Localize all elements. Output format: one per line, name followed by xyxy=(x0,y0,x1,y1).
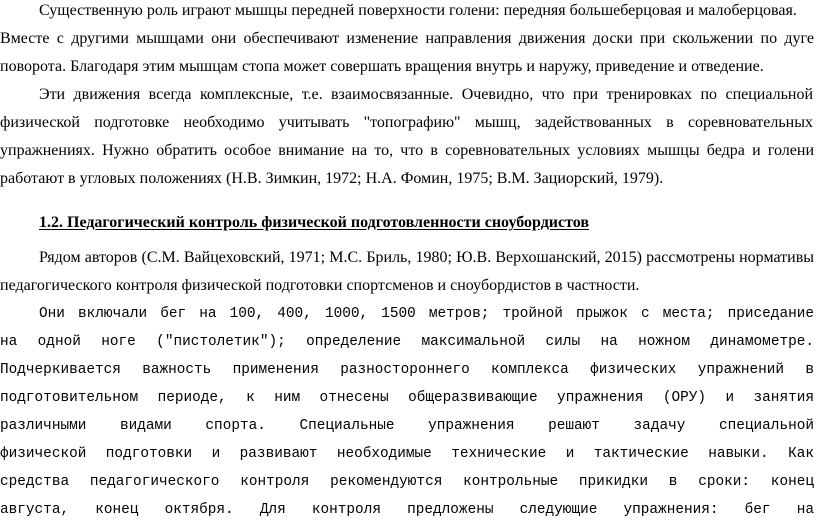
paragraph-4-line-3: Подчеркивается важность применения разностороннего комплекса физических упражнений в xyxy=(0,362,814,378)
paragraph-4-line-2: на одной ноге ("пистолетик"); определение максимальной силы на ножном динамометре. xyxy=(0,334,814,350)
paragraph-3-line-2: педагогического контроля физической подготовки спортсменов и сноубордистов в частности. xyxy=(0,277,640,294)
paragraph-2-line-4: работают в угловых положениях (Н.В. Зимкин, 1972; Н.А. Фомин, 1975; В.М. Зациорский, 1979). xyxy=(0,170,664,187)
paragraph-2-line-2: физической подготовке необходимо учитывать "топографию" мышц, задействованных в соревновательных xyxy=(0,114,813,131)
paragraph-2-line-1: Эти движения всегда комплексные, т.е. взаимосвязанные. Очевидно, что при тренировках по специальной xyxy=(39,86,813,103)
paragraph-1-line-1: Существенную роль играют мышцы передней поверхности голени: передняя большеберцовая и малоберцовая. xyxy=(39,2,797,19)
paragraph-4-line-8: августа, конец октября. Для контроля предложены следующие упражнения: бег на xyxy=(0,502,814,518)
paragraph-1-line-2: Вместе с другими мышцами они обеспечивают изменение направления движения доски при скольжении по дуге xyxy=(0,30,814,47)
paragraph-4-line-7: средства педагогического контроля рекомендуются контрольные прикидки в сроки: конец xyxy=(0,474,814,490)
paragraph-3-line-1: Рядом авторов (С.М. Вайцеховский, 1971; М.С. Бриль, 1980; Ю.В. Верхошанский, 2015) рассмотрены нормативы xyxy=(39,249,814,266)
paragraph-1-line-3: поворота. Благодаря этим мышцам стопа может совершать вращения внутрь и наружу, приведение и отведение. xyxy=(0,58,764,75)
section-heading: 1.2. Педагогический контроль физической подготовленности сноубордистов xyxy=(39,214,590,231)
paragraph-2-line-3: упражнениях. Нужно обратить особое внимание на то, что в соревновательных условиях мышцы бедра и голени xyxy=(0,142,814,159)
paragraph-4-line-4: подготовительном периоде, к ним отнесены общеразвивающие упражнения (ОРУ) и занятия xyxy=(0,390,814,406)
paragraph-4-line-6: физической подготовки и развивают необходимые технические и тактические навыки. Как xyxy=(0,446,814,462)
paragraph-4-line-1: Они включали бег на 100, 400, 1000, 1500 метров; тройной прыжок с места; приседание xyxy=(39,306,814,322)
paragraph-4-line-5: различными видами спорта. Специальные упражнения решают задачу специальной xyxy=(0,418,814,434)
